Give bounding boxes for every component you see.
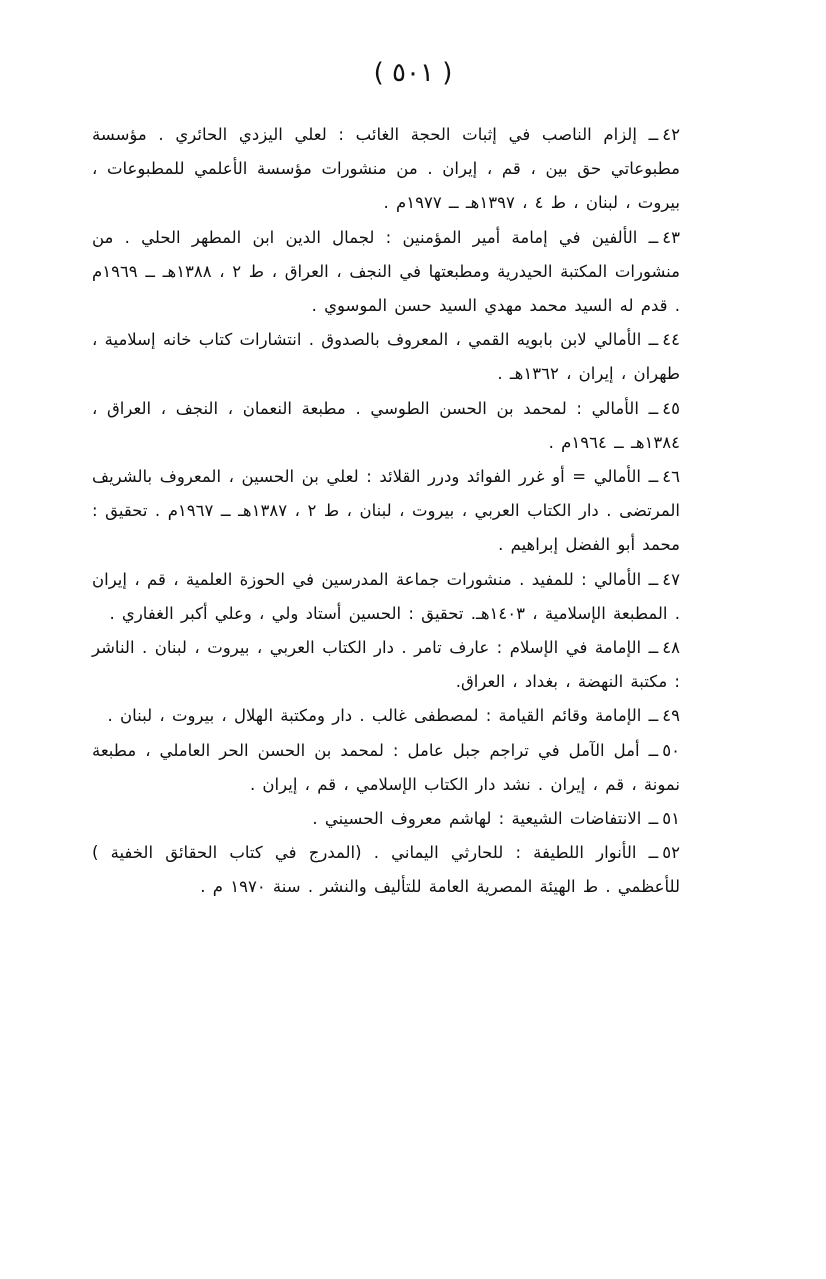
entry-text: ــ الإمامة في الإسلام : عارف تامر . دار الكتاب العربي ، بيروت ، لبنان . الناشر : مكتبة النهضة ، بغداد ، العراق.	[92, 638, 680, 692]
entry-text: ــ الألفين في إمامة أمير المؤمنين : لجمال الدين ابن المطهر الحلي . من منشورات المكتبة الحيدرية ومطبعتها في النجف ، العراق ، ط ٢ ، ١٣٨٨هـ ــ ١٩٦٩م . قدم له السيد محمد مهدي السيد حسن الموسوي .	[92, 227, 681, 316]
entry-number: ٤٣	[662, 227, 680, 247]
bibliography-entry	[92, 221, 680, 324]
entry-text: ــ إلزام الناصب في إثبات الحجة الغائب : لعلي اليزدي الحائري . مؤسسة مطبوعاتي حق بين ، قم ، إيران . من منشورات مؤسسة الأعلمي للمطبوعات ، بيروت ، لبنان ، ط ٤ ، ١٣٩٧هـ ــ ١٩٧٧م .	[92, 125, 680, 213]
entry-number: ٤٥	[662, 398, 680, 418]
bibliography-entry	[92, 118, 680, 221]
entry-number: ٥٠	[662, 740, 680, 760]
entry-number: ٤٧	[662, 569, 680, 589]
entry-number: ٥٢	[662, 843, 680, 863]
entry-number: ٤٨	[662, 638, 680, 658]
entry-number: ٤٢	[662, 125, 680, 144]
bibliography-entry	[92, 699, 680, 733]
bibliography-entry	[92, 802, 680, 836]
entry-number: ٥١	[662, 809, 680, 829]
entry-number: ٤٤	[662, 330, 680, 350]
page-number: ( ٥٠١ )	[373, 58, 453, 88]
entry-text: ــ الإمامة وقائم القيامة : لمصطفى غالب . دار ومكتبة الهلال ، بيروت ، لبنان .	[107, 706, 659, 726]
entry-text: ــ الأمالي = أو غرر الفوائد ودرر القلائد : لعلي بن الحسين ، المعروف بالشريف المرتضى . دار الكتاب العربي ، بيروت ، لبنان ، ط ٢ ، ١٣٨٧هـ ــ ١٩٦٧م . تحقيق : محمد أبو الفضل إبراهيم .	[92, 467, 680, 555]
bibliography-entry	[92, 392, 680, 460]
bibliography-entry	[92, 323, 680, 391]
bibliography-entry	[92, 563, 680, 631]
bibliography-entry	[92, 836, 680, 904]
bibliography-entry	[92, 734, 680, 802]
entry-number: ٤٦	[662, 467, 680, 487]
entry-text: ــ الأمالي : للمفيد . منشورات جماعة المدرسين في الحوزة العلمية ، قم ، إيران . المطبعة الإسلامية ، ١٤٠٣هـ. تحقيق : الحسين أستاد ولي ، وعلي أكبر الغفاري .	[92, 569, 680, 623]
entry-text: ــ الأمالي لابن بابويه القمي ، المعروف بالصدوق . انتشارات كتاب خانه إسلامية ، طهران ، إيران ، ١٣٦٢هـ .	[92, 330, 680, 384]
entry-text: ــ الانتفاضات الشيعية : لهاشم معروف الحسيني .	[312, 809, 659, 829]
entry-text: ــ الأمالي : لمحمد بن الحسن الطوسي . مطبعة النعمان ، النجف ، العراق ، ١٣٨٤هـ ــ ١٩٦٤م .	[92, 398, 680, 452]
entry-number: ٤٩	[662, 706, 680, 726]
entry-text: ــ أمل الآمل في تراجم جبل عامل : لمحمد بن الحسن الحر العاملي ، مطبعة نمونة ، قم ، إيران . نشد دار الكتاب الإسلامي ، قم ، إيران .	[92, 740, 680, 794]
entry-text: ــ الأنوار اللطيفة : للحارثي اليماني . (المدرج في كتاب الحقائق الخفية ) للأعظمي . ط الهيئة المصرية العامة للتأليف والنشر . سنة ١٩٧٠ م .	[92, 843, 680, 897]
bibliography-entry	[92, 631, 680, 699]
bibliography-entry	[92, 460, 680, 563]
bibliography-list	[92, 118, 680, 905]
